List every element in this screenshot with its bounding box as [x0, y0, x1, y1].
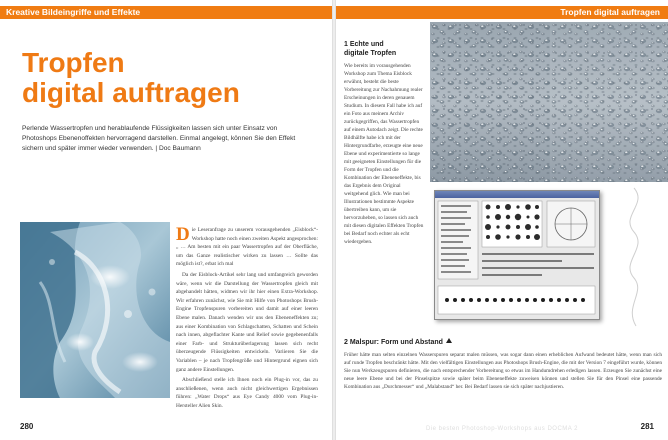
step1-body: Wie bereits im vorausgehenden Workshop zum Thema Eisblock erwähnt, besteht die beste Vorbereitung zur Nachahmung realer Erscheinungen in deren genauem Studium. In diesem Fall habe ich auf ein Foto aus meinem Archiv zurückgegriffen, das Wassertropfen auf einem Autodach zeigt. Die rechte Bildhälfte habe ich mit der Hintergrundfarbe, erzeugte eine neue Ebene und experimentierte so lange mit geeigneten Einstellungen für die Form der Tropfen und die Kombination der Ebeneneffekte, bis das Ergebnis dem Original weitgehend glich. Wie man bei Illustrationen bestimmte Aspekte übertreiben kann, um sie hervorzuheben, so lassen sich auch mit diesen digitalen Effekten Tropfen bei Bedarf noch echter als echt wiedergeben. — [344, 63, 424, 245]
article-lead: Perlende Wassertropfen und herablaufende Flüssigkeiten lassen sich unter Einsatz von Photoshops Ebenenoffekten hervorragend darstellen. Einmal angelegt, können Sie den Effekt sichern und später immer wieder verwenden. | Doc Baumann — [22, 125, 296, 152]
dialog-content-graphic — [435, 198, 599, 318]
step1-heading-line-2: digitale Tropfen — [344, 50, 397, 57]
right-page — [336, 0, 668, 440]
ice-photo-graphic — [20, 222, 170, 398]
left-page-header: Kreative Bildeingriffe und Effekte — [0, 6, 332, 19]
brush-settings-screenshot — [430, 184, 668, 332]
step2-body: Früher hätte man selten einzelnen Wasserspuren separat malen müssen, was sogar dann einen erheblichen Aufwand bedeutet hätte, wenn man sich auf runde Tropfen beschränkt hätte. Mit den vielfältigen Einstellungen aus Photoshops Brush-Engine, die mit der Version 7 eingeführt wurde, können Sie nun Werkzeugspuren definieren, die nach entsprechender Vorbereitung so etwas im Handumdrehen erledigen lassen. Erzeugen Sie zunächst eine neue leere Ebene und bei der Pinselspitze sowie später beim Ebeneneffekte zuweisen können und stellen Sie für den Pinsel eine passende Kombination aus „Durchmesser“ und „Malabstand“ her. Bei Bedarf lassen sie sich später nachjustieren. — [344, 352, 662, 390]
step2-heading-text: 2 Malspur: Form und Abstand — [344, 339, 443, 346]
body-paragraph-1 — [176, 226, 318, 269]
step1-heading — [344, 40, 396, 58]
dialog-titlebar — [435, 191, 599, 198]
article-title — [22, 48, 240, 108]
triangle-up-icon — [446, 338, 452, 343]
brushes-dialog-window — [434, 190, 600, 320]
left-page — [0, 0, 332, 440]
page-footer: Die besten Photoshop-Workshops aus DOCMA 2 — [426, 426, 578, 432]
title-line-1: Tropfen — [22, 47, 125, 78]
left-page-number: 280 — [20, 422, 34, 431]
droplet-texture-graphic — [430, 22, 668, 182]
right-page-header: Tropfen digital auftragen — [336, 6, 668, 19]
body-paragraph-2: Da der Eisblock-Artikel sehr lang und umfangreich geworden wäre, wenn wir die Darstellung der Wassertropfen gleich mit abgehandelt hätten, widmen wir ihr hier einen Extra-Workshop. Wir erfahren zunächst, wie Sie mit Hilfe von Photoshops Brush-Engine Tropfenspuren vorbereiten und damit auf einer leeren Ebene malen. Danach wenden wir uns den Ebeneneffekten zu; aus einer Kombination von Schlagschatten, Schatten und Schein nach innen, abgeflachter Kante und Relief sowie gegebenenfalls einer Farb- und Strukturüberlagerung lassen sich recht überzeugende Flüssigkeiten entwickeln. Variieren Sie die Variablen – je nach Tropfengröße und Hintergrund eignen sich ganz andere Einstellungen. — [176, 271, 318, 373]
article-body-column — [176, 226, 318, 410]
icy-drops-photo — [20, 222, 170, 398]
drop-cap: D — [176, 224, 190, 245]
body-paragraph-3: Abschließend stelle ich Ihnen noch ein Plug-in vor, das zu anschließenen, wenn auch nicht gleichwertigen Ergebnissen führen: „Water Drops“ aus Eye Candy 4000 vom Plug-in-Hersteller Alien Skin. — [176, 377, 318, 409]
body-paragraph-1-text: ie Leseranfrage zu unserem vorausgehenden „Eisblock“-Workshop hatte noch einen zweiten Aspekt angesprochen: „ … Am besten mit ein paar Wassertropfen auf der Oberfläche, um das Ganze realistischer wirken zu lassen … Sollte das möglich ist?, erbat ich mal — [176, 227, 318, 268]
title-line-2: digital auftragen — [22, 77, 240, 108]
step1-heading-line-1: 1 Echte und — [344, 41, 384, 48]
right-page-number: 281 — [640, 422, 654, 431]
step2-heading — [344, 338, 452, 347]
wavy-drop-stroke — [606, 184, 668, 332]
water-drops-texture-image — [430, 22, 668, 182]
